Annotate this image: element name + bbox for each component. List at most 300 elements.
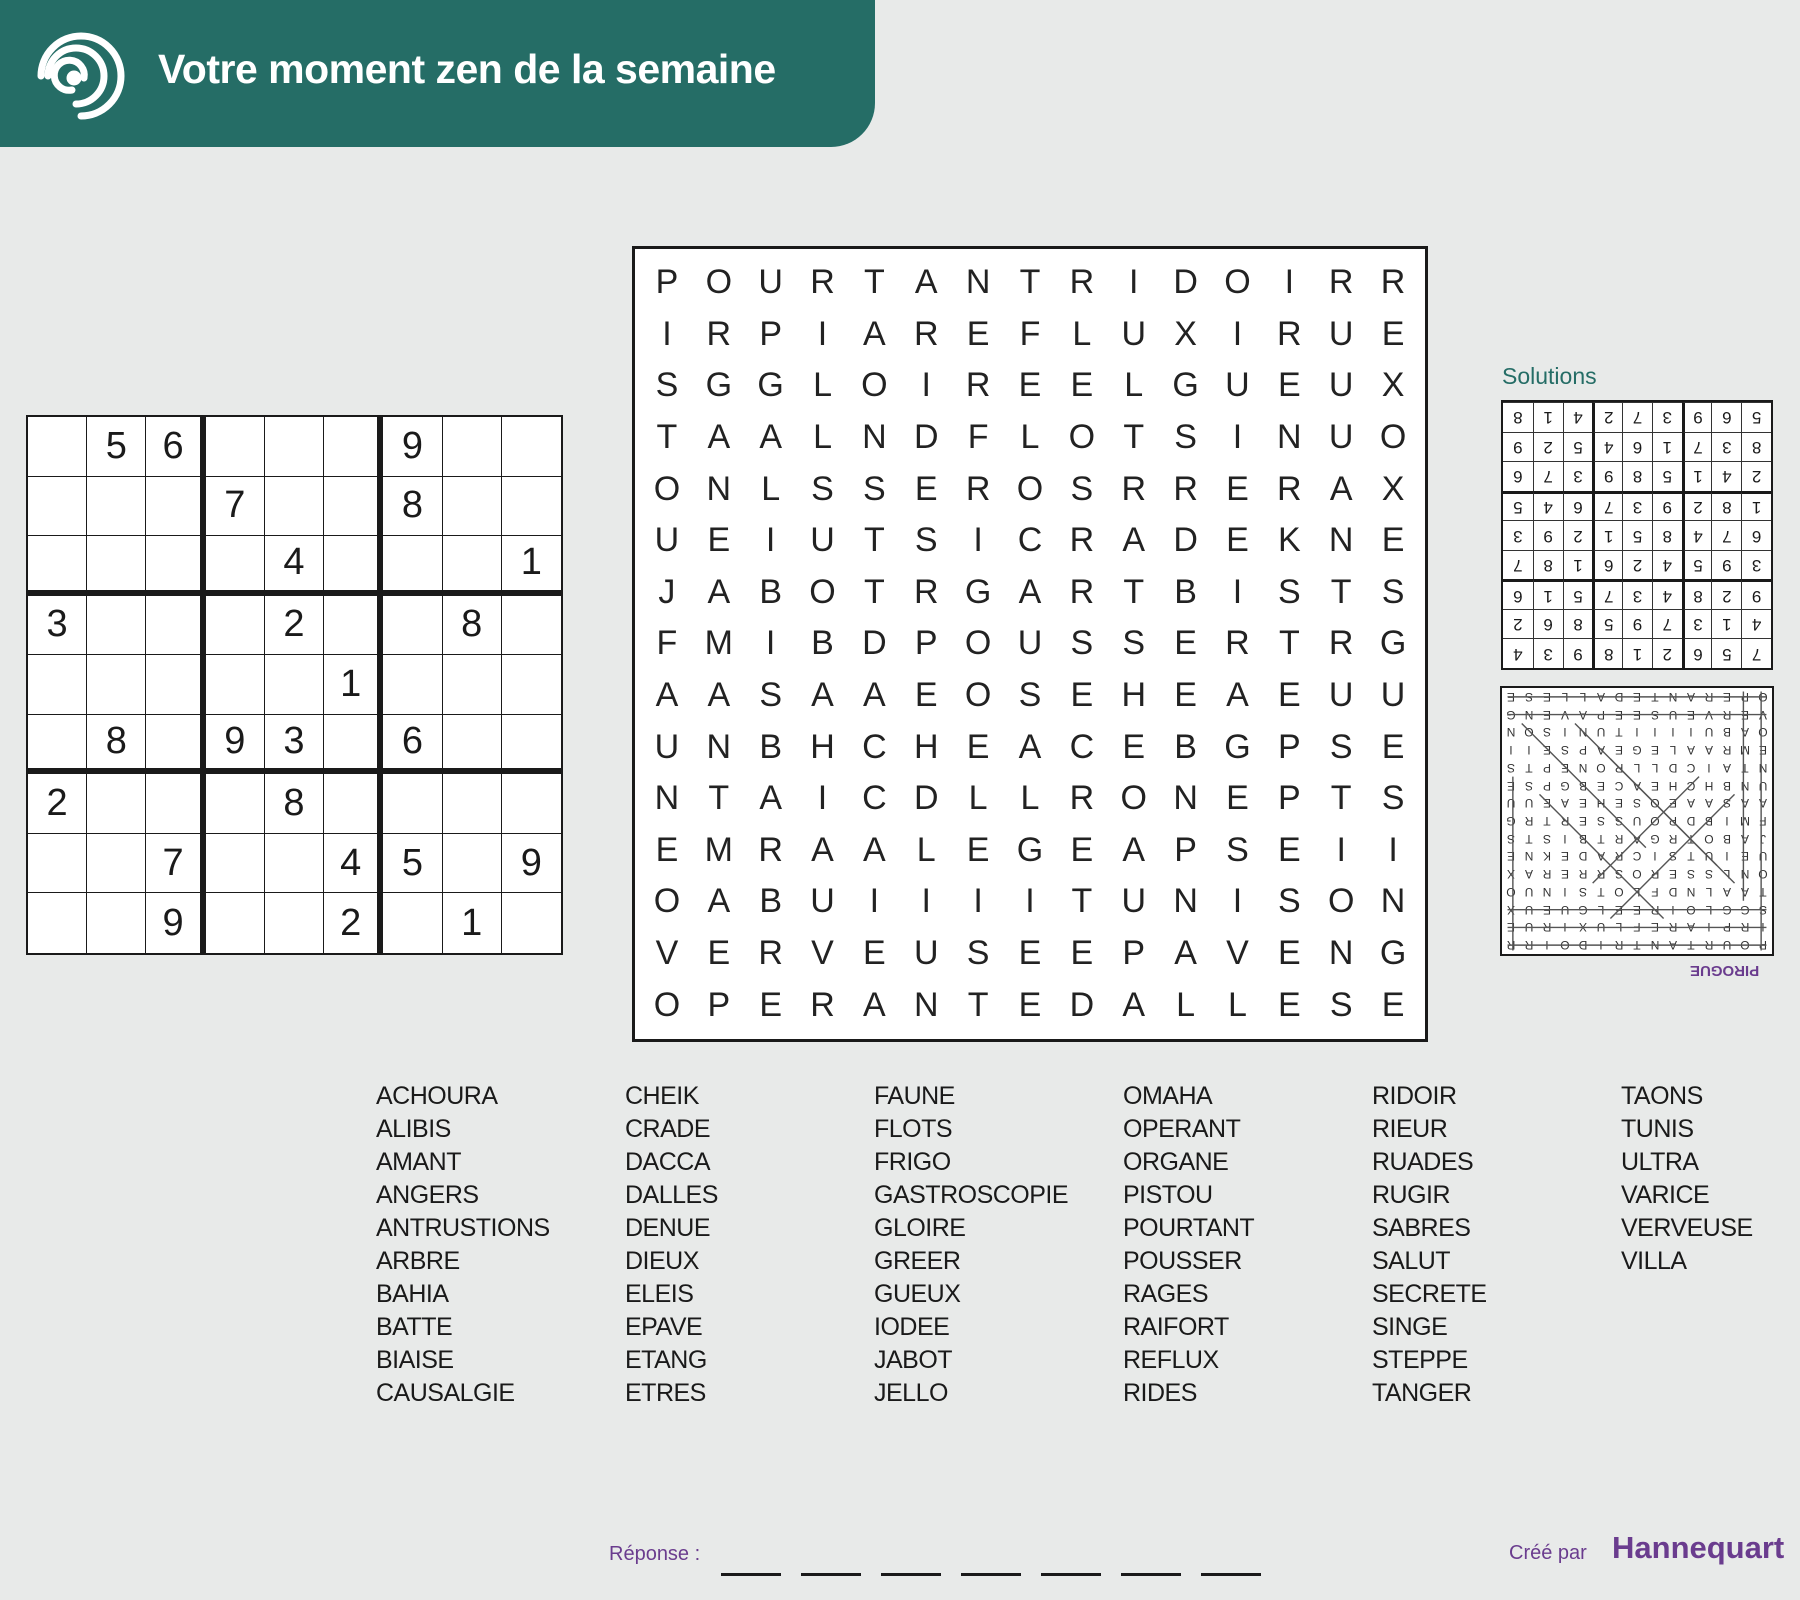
sudoku-cell[interactable] bbox=[28, 477, 87, 537]
word-search-letter[interactable]: U bbox=[1017, 624, 1043, 663]
word-search-letter[interactable]: D bbox=[1069, 985, 1095, 1024]
word-search-letter[interactable]: T bbox=[1278, 624, 1300, 663]
word-search-letter[interactable]: S bbox=[1226, 830, 1249, 869]
word-search-letter[interactable]: X bbox=[1381, 469, 1405, 508]
word-search-letter[interactable]: I bbox=[662, 314, 672, 353]
word-search-letter[interactable]: I bbox=[869, 882, 880, 921]
word-search-letter[interactable]: B bbox=[759, 572, 782, 611]
word-search-letter[interactable]: O bbox=[1016, 469, 1044, 508]
word-search-letter[interactable]: A bbox=[1018, 727, 1042, 766]
word-search-letter[interactable]: U bbox=[913, 934, 939, 973]
word-search-letter[interactable]: N bbox=[1328, 521, 1354, 560]
word-search-letter[interactable]: C bbox=[1069, 727, 1095, 766]
word-search-letter[interactable]: B bbox=[759, 882, 782, 921]
word-search-letter[interactable]: S bbox=[1277, 882, 1301, 921]
sudoku-cell[interactable] bbox=[383, 893, 442, 953]
sudoku-cell[interactable] bbox=[324, 477, 383, 537]
word-search-letter[interactable]: U bbox=[1225, 366, 1250, 405]
word-search-letter[interactable]: O bbox=[653, 985, 681, 1024]
word-search-letter[interactable]: A bbox=[707, 418, 731, 457]
word-search-letter[interactable]: N bbox=[1173, 779, 1198, 818]
sudoku-cell[interactable] bbox=[87, 774, 146, 834]
word-search-letter[interactable]: F bbox=[967, 418, 989, 457]
word-search-letter[interactable]: S bbox=[863, 469, 886, 508]
word-search-letter[interactable]: E bbox=[1381, 521, 1405, 560]
word-search-letter[interactable]: S bbox=[759, 676, 782, 715]
word-search-letter[interactable]: B bbox=[1174, 572, 1197, 611]
word-search-letter[interactable]: R bbox=[810, 263, 835, 302]
word-search-letter[interactable]: E bbox=[1226, 521, 1249, 560]
word-search-letter[interactable]: S bbox=[914, 521, 938, 560]
word-search-letter[interactable]: R bbox=[1069, 263, 1095, 302]
solution-sudoku-cell: 5 bbox=[1563, 579, 1593, 609]
word-search-letter[interactable]: T bbox=[967, 985, 989, 1024]
word-search-letter[interactable]: E bbox=[914, 469, 938, 508]
word-search-letter[interactable]: D bbox=[1173, 521, 1198, 560]
word-search-letter[interactable]: S bbox=[1018, 676, 1042, 715]
sudoku-cell[interactable] bbox=[28, 655, 87, 715]
word-search-letter[interactable]: U bbox=[758, 263, 783, 302]
word-search-letter[interactable]: L bbox=[1228, 985, 1247, 1024]
solution-sudoku-cell: 4 bbox=[1652, 550, 1682, 580]
word-search-letter[interactable]: I bbox=[1232, 572, 1243, 611]
word-search-letter[interactable]: E bbox=[1070, 830, 1094, 869]
word-search-letter[interactable]: E bbox=[759, 985, 782, 1024]
word-search-letter[interactable]: R bbox=[1121, 469, 1146, 508]
word-search-letter[interactable]: E bbox=[966, 314, 990, 353]
word-search-letter[interactable]: M bbox=[704, 624, 733, 663]
word-search-letter[interactable]: E bbox=[1381, 727, 1405, 766]
word-search-letter[interactable]: E bbox=[966, 727, 990, 766]
word-search-letter[interactable]: E bbox=[1277, 934, 1301, 973]
word-search-letter[interactable]: E bbox=[1018, 985, 1042, 1024]
word-search-letter[interactable]: I bbox=[921, 366, 931, 405]
word-search-letter[interactable]: S bbox=[1174, 418, 1197, 457]
word-search-letter[interactable]: O bbox=[1327, 882, 1355, 921]
word-search-letter[interactable]: V bbox=[811, 934, 834, 973]
word-search-letter[interactable]: V bbox=[655, 934, 679, 973]
word-search-letter[interactable]: I bbox=[1388, 830, 1398, 869]
word-search-letter[interactable]: U bbox=[654, 521, 680, 560]
word-search-letter[interactable]: R bbox=[1277, 469, 1302, 508]
sudoku-cell[interactable] bbox=[146, 596, 205, 656]
word-list-item: RAIFORT bbox=[1123, 1313, 1229, 1341]
sudoku-cell[interactable] bbox=[324, 715, 383, 775]
word-search-letter[interactable]: F bbox=[656, 624, 678, 663]
word-search-letter[interactable]: A bbox=[1122, 521, 1146, 560]
word-search-letter[interactable]: N bbox=[913, 985, 939, 1024]
word-search-letter[interactable]: T bbox=[864, 572, 885, 611]
sudoku-cell[interactable] bbox=[87, 596, 146, 656]
word-search-letter[interactable]: P bbox=[1174, 830, 1197, 869]
word-search-letter[interactable]: A bbox=[863, 676, 886, 715]
word-search-letter[interactable]: L bbox=[761, 469, 781, 508]
word-search-letter[interactable]: H bbox=[913, 727, 939, 766]
sudoku-cell[interactable] bbox=[383, 655, 442, 715]
sudoku-cell[interactable] bbox=[265, 893, 324, 953]
word-search-letter[interactable]: E bbox=[707, 934, 731, 973]
sudoku-cell[interactable] bbox=[206, 536, 265, 596]
sudoku-cell[interactable] bbox=[443, 477, 502, 537]
word-search-letter[interactable]: E bbox=[707, 521, 731, 560]
sudoku-cell[interactable] bbox=[206, 596, 265, 656]
word-search-letter[interactable]: I bbox=[817, 314, 828, 353]
sudoku-cell[interactable] bbox=[265, 655, 324, 715]
word-search-letter[interactable]: F bbox=[1019, 314, 1041, 353]
word-search-letter[interactable]: L bbox=[1072, 314, 1092, 353]
word-search-letter[interactable]: S bbox=[811, 469, 834, 508]
word-search-letter[interactable]: A bbox=[1122, 830, 1146, 869]
word-search-letter[interactable]: C bbox=[1017, 521, 1043, 560]
word-search-letter[interactable]: D bbox=[1173, 263, 1198, 302]
word-search-letter[interactable]: I bbox=[1025, 882, 1035, 921]
word-search-letter[interactable]: E bbox=[1277, 676, 1301, 715]
word-search-letter[interactable]: L bbox=[916, 830, 936, 869]
sudoku-cell[interactable] bbox=[87, 536, 146, 596]
word-search-letter[interactable]: O bbox=[964, 624, 992, 663]
sudoku-cell[interactable] bbox=[206, 774, 265, 834]
sudoku-cell[interactable] bbox=[324, 536, 383, 596]
sudoku-cell[interactable] bbox=[502, 774, 561, 834]
word-search-letter[interactable]: R bbox=[1069, 521, 1095, 560]
sudoku-cell[interactable] bbox=[443, 774, 502, 834]
word-search-letter[interactable]: O bbox=[964, 676, 992, 715]
word-search-letter[interactable]: A bbox=[707, 572, 731, 611]
sudoku-cell[interactable] bbox=[265, 477, 324, 537]
sudoku-cell[interactable] bbox=[87, 834, 146, 894]
word-search-letter[interactable]: I bbox=[1232, 882, 1243, 921]
word-search-letter[interactable]: U bbox=[1121, 882, 1146, 921]
word-search-letter[interactable]: E bbox=[1018, 366, 1042, 405]
word-search-letter[interactable]: R bbox=[913, 314, 939, 353]
word-search-letter[interactable]: I bbox=[765, 624, 776, 663]
word-search-letter[interactable]: A bbox=[1122, 985, 1146, 1024]
word-search-letter[interactable]: I bbox=[973, 521, 983, 560]
sudoku-cell[interactable] bbox=[206, 893, 265, 953]
answer-blank[interactable] bbox=[1201, 1573, 1261, 1576]
word-search-letter[interactable]: R bbox=[1380, 263, 1406, 302]
word-search-letter[interactable]: P bbox=[1277, 727, 1301, 766]
sudoku-cell[interactable] bbox=[443, 834, 502, 894]
word-search-letter[interactable]: E bbox=[1070, 366, 1094, 405]
sudoku-cell[interactable] bbox=[87, 893, 146, 953]
word-search-letter[interactable]: R bbox=[1069, 572, 1095, 611]
word-search-letter[interactable]: N bbox=[654, 779, 680, 818]
word-search-letter[interactable]: L bbox=[1124, 366, 1144, 405]
word-search-letter[interactable]: E bbox=[914, 676, 938, 715]
sudoku-cell[interactable] bbox=[28, 715, 87, 775]
word-search-letter[interactable]: T bbox=[1330, 572, 1352, 611]
solution-sudoku-cell: 4 bbox=[1503, 638, 1533, 668]
word-search-letter[interactable]: A bbox=[1018, 572, 1042, 611]
word-search-letter[interactable]: N bbox=[1277, 418, 1302, 457]
word-search-letter[interactable]: I bbox=[1284, 263, 1295, 302]
sudoku-cell[interactable] bbox=[146, 655, 205, 715]
sudoku-cell[interactable] bbox=[146, 477, 205, 537]
word-search-letter[interactable]: R bbox=[913, 572, 939, 611]
word-search-letter[interactable]: C bbox=[862, 727, 887, 766]
word-search-letter[interactable]: R bbox=[1173, 469, 1198, 508]
solution-word-search-letter: G bbox=[1632, 743, 1642, 758]
word-search-letter[interactable]: I bbox=[973, 882, 983, 921]
word-search-letter[interactable]: L bbox=[1176, 985, 1196, 1024]
sudoku-cell[interactable] bbox=[502, 417, 561, 477]
sudoku-cell[interactable] bbox=[28, 536, 87, 596]
word-search-letter[interactable]: A bbox=[811, 676, 834, 715]
word-search-letter[interactable]: T bbox=[864, 521, 885, 560]
word-search-letter[interactable]: T bbox=[656, 418, 678, 457]
word-search-letter[interactable]: U bbox=[1328, 676, 1354, 715]
word-search-letter[interactable]: M bbox=[704, 830, 733, 869]
word-search-letter[interactable]: L bbox=[813, 366, 832, 405]
word-search-letter[interactable]: R bbox=[1225, 624, 1250, 663]
word-search-letter[interactable]: S bbox=[1277, 572, 1301, 611]
word-search-letter[interactable]: J bbox=[658, 572, 676, 611]
word-search-letter[interactable]: A bbox=[707, 882, 731, 921]
word-search-letter[interactable]: B bbox=[1174, 727, 1197, 766]
word-search-letter[interactable]: E bbox=[1226, 469, 1249, 508]
sudoku-cell[interactable] bbox=[265, 417, 324, 477]
word-search-letter[interactable]: E bbox=[1226, 779, 1249, 818]
word-search-letter[interactable]: G bbox=[1016, 830, 1044, 869]
word-search-letter[interactable]: I bbox=[765, 521, 776, 560]
word-search-letter[interactable]: R bbox=[965, 366, 991, 405]
word-search-letter[interactable]: T bbox=[1123, 418, 1145, 457]
word-search-letter[interactable]: S bbox=[1381, 572, 1405, 611]
word-search-letter[interactable]: O bbox=[705, 263, 733, 302]
sudoku-cell[interactable] bbox=[383, 596, 442, 656]
word-search-letter[interactable]: B bbox=[811, 624, 834, 663]
word-search-letter[interactable]: K bbox=[1277, 521, 1301, 560]
answer-blank[interactable] bbox=[801, 1573, 861, 1576]
word-search-letter[interactable]: X bbox=[1381, 366, 1405, 405]
word-search-letter[interactable]: N bbox=[862, 418, 887, 457]
word-search-letter[interactable]: A bbox=[863, 314, 886, 353]
sudoku-cell[interactable] bbox=[502, 655, 561, 715]
word-search-letter[interactable]: E bbox=[655, 830, 679, 869]
sudoku-cell[interactable] bbox=[87, 655, 146, 715]
word-search-letter[interactable]: E bbox=[1381, 314, 1405, 353]
sudoku-cell[interactable] bbox=[146, 774, 205, 834]
word-search-letter[interactable]: A bbox=[759, 418, 782, 457]
answer-blank[interactable] bbox=[1121, 1573, 1181, 1576]
word-search-letter[interactable]: R bbox=[1069, 779, 1095, 818]
word-search-letter[interactable]: O bbox=[809, 572, 836, 611]
word-search-letter[interactable]: L bbox=[1020, 418, 1040, 457]
sudoku-cell[interactable] bbox=[206, 834, 265, 894]
word-search-letter[interactable]: P bbox=[1122, 934, 1146, 973]
word-search-letter[interactable]: H bbox=[810, 727, 835, 766]
word-search-letter[interactable]: U bbox=[1380, 676, 1406, 715]
word-search-letter[interactable]: U bbox=[810, 521, 835, 560]
word-search-letter[interactable]: R bbox=[1277, 314, 1302, 353]
word-search-letter[interactable]: N bbox=[706, 469, 732, 508]
word-search-letter[interactable]: R bbox=[965, 469, 991, 508]
sudoku-cell[interactable] bbox=[383, 536, 442, 596]
word-search-letter[interactable]: D bbox=[913, 418, 939, 457]
sudoku-cell[interactable] bbox=[502, 477, 561, 537]
word-search-letter[interactable]: N bbox=[1328, 934, 1354, 973]
word-search-letter[interactable]: S bbox=[1122, 624, 1146, 663]
sudoku-cell[interactable] bbox=[443, 417, 502, 477]
sudoku-cell[interactable] bbox=[383, 774, 442, 834]
word-search-letter[interactable]: O bbox=[1068, 418, 1096, 457]
word-search-letter[interactable]: P bbox=[1277, 779, 1301, 818]
word-search-letter[interactable]: I bbox=[921, 882, 931, 921]
word-search-letter[interactable]: P bbox=[759, 314, 782, 353]
word-search-letter[interactable]: L bbox=[1020, 779, 1040, 818]
word-search-letter[interactable]: U bbox=[1328, 418, 1354, 457]
word-search-letter[interactable]: E bbox=[1277, 830, 1301, 869]
sudoku-cell[interactable] bbox=[324, 596, 383, 656]
word-search-letter[interactable]: U bbox=[1328, 366, 1354, 405]
word-search-letter[interactable]: D bbox=[913, 779, 939, 818]
word-search-letter[interactable]: P bbox=[914, 624, 938, 663]
answer-blank[interactable] bbox=[721, 1573, 781, 1576]
word-search-letter[interactable]: R bbox=[810, 985, 835, 1024]
solution-word-search-letter: M bbox=[1740, 814, 1750, 829]
word-search-letter[interactable]: N bbox=[965, 263, 991, 302]
word-search-letter[interactable]: N bbox=[1380, 882, 1406, 921]
answer-blank[interactable] bbox=[961, 1573, 1021, 1576]
sudoku-cell[interactable] bbox=[28, 893, 87, 953]
word-search-letter[interactable]: S bbox=[1070, 469, 1094, 508]
word-search-letter[interactable]: A bbox=[707, 676, 731, 715]
sudoku-cell[interactable] bbox=[146, 715, 205, 775]
solution-sudoku-cell: 3 bbox=[1652, 402, 1682, 432]
word-search-letter[interactable]: A bbox=[811, 830, 834, 869]
word-search-letter[interactable]: G bbox=[1224, 727, 1251, 766]
word-search-letter[interactable]: A bbox=[863, 985, 886, 1024]
word-search-letter[interactable]: I bbox=[1129, 263, 1139, 302]
word-search-letter[interactable]: X bbox=[1174, 314, 1197, 353]
word-search-letter[interactable]: S bbox=[1070, 624, 1094, 663]
answer-blank[interactable] bbox=[881, 1573, 941, 1576]
solution-sudoku-cell: 7 bbox=[1592, 491, 1622, 521]
sudoku-cell[interactable] bbox=[443, 655, 502, 715]
word-search-letter[interactable]: R bbox=[758, 830, 783, 869]
word-search-letter[interactable]: P bbox=[655, 263, 679, 302]
word-search-letter[interactable]: I bbox=[817, 779, 828, 818]
sudoku-cell[interactable] bbox=[146, 536, 205, 596]
word-search-letter[interactable]: G bbox=[1379, 624, 1407, 663]
word-search-letter[interactable]: E bbox=[1122, 727, 1146, 766]
word-search-letter[interactable]: N bbox=[706, 727, 732, 766]
word-search-letter[interactable]: E bbox=[1070, 934, 1094, 973]
word-search-letter[interactable]: D bbox=[862, 624, 887, 663]
word-search-letter[interactable]: T bbox=[1019, 263, 1041, 302]
word-search-letter[interactable]: S bbox=[1329, 985, 1353, 1024]
word-search-letter[interactable]: G bbox=[1379, 934, 1407, 973]
word-search-letter[interactable]: I bbox=[1232, 418, 1243, 457]
word-search-letter[interactable]: A bbox=[914, 263, 938, 302]
word-search-letter[interactable]: U bbox=[1328, 314, 1354, 353]
answer-blank[interactable] bbox=[1041, 1573, 1101, 1576]
word-search-letter[interactable]: H bbox=[1121, 676, 1146, 715]
sudoku-cell[interactable] bbox=[502, 596, 561, 656]
word-search-letter[interactable]: L bbox=[968, 779, 988, 818]
word-search-letter[interactable]: S bbox=[1329, 727, 1353, 766]
word-search-letter[interactable]: E bbox=[1174, 676, 1197, 715]
word-search-letter[interactable]: N bbox=[1173, 882, 1198, 921]
sudoku-cell[interactable] bbox=[206, 417, 265, 477]
word-search-letter[interactable]: A bbox=[863, 830, 886, 869]
word-search-letter[interactable]: U bbox=[654, 727, 680, 766]
word-search-letter[interactable]: O bbox=[653, 469, 681, 508]
word-search-letter[interactable]: O bbox=[1120, 779, 1147, 818]
sudoku-cell[interactable] bbox=[28, 417, 87, 477]
sudoku-cell[interactable] bbox=[443, 536, 502, 596]
word-search-letter[interactable]: E bbox=[1381, 985, 1405, 1024]
solution-word-search-letter: H bbox=[1668, 778, 1678, 793]
sudoku-cell[interactable] bbox=[324, 417, 383, 477]
word-search-letter[interactable]: O bbox=[653, 882, 681, 921]
word-search-letter[interactable]: E bbox=[1174, 624, 1197, 663]
word-search-letter[interactable]: R bbox=[758, 934, 783, 973]
word-search-letter[interactable]: S bbox=[1381, 779, 1405, 818]
word-search-letter[interactable]: A bbox=[1174, 934, 1197, 973]
word-search-letter[interactable]: S bbox=[966, 934, 990, 973]
sudoku-cell[interactable] bbox=[443, 715, 502, 775]
word-search-letter[interactable]: R bbox=[706, 314, 732, 353]
word-search-letter[interactable]: E bbox=[1070, 676, 1094, 715]
word-search-letter[interactable]: G bbox=[964, 572, 992, 611]
word-search-letter[interactable]: T bbox=[708, 779, 730, 818]
word-search-letter[interactable]: U bbox=[1121, 314, 1146, 353]
word-search-letter[interactable]: T bbox=[864, 263, 885, 302]
word-search-letter[interactable]: G bbox=[705, 366, 733, 405]
sudoku-cell[interactable] bbox=[265, 834, 324, 894]
word-search-letter[interactable]: R bbox=[1328, 263, 1354, 302]
sudoku-cell[interactable] bbox=[502, 715, 561, 775]
solution-word-search-letter: P bbox=[1723, 920, 1732, 935]
word-search-letter[interactable]: A bbox=[1226, 676, 1249, 715]
word-search-letter[interactable]: A bbox=[1329, 469, 1353, 508]
word-search-letter[interactable]: E bbox=[863, 934, 886, 973]
word-search-letter[interactable]: L bbox=[813, 418, 832, 457]
word-search-letter[interactable]: A bbox=[655, 676, 679, 715]
word-search-letter[interactable]: G bbox=[1172, 366, 1199, 405]
word-search-letter[interactable]: T bbox=[1330, 779, 1352, 818]
word-search-letter[interactable]: E bbox=[1277, 366, 1301, 405]
word-search-letter[interactable]: E bbox=[1277, 985, 1301, 1024]
word-search-letter[interactable]: U bbox=[810, 882, 835, 921]
word-search-letter[interactable]: V bbox=[1226, 934, 1249, 973]
word-search-letter[interactable]: P bbox=[707, 985, 731, 1024]
sudoku-cell[interactable] bbox=[206, 655, 265, 715]
word-search-letter[interactable]: T bbox=[1123, 572, 1145, 611]
word-search-letter[interactable]: S bbox=[655, 366, 679, 405]
sudoku-cell[interactable] bbox=[324, 774, 383, 834]
word-search-letter[interactable]: R bbox=[1328, 624, 1354, 663]
word-search-letter[interactable]: C bbox=[862, 779, 887, 818]
word-search-letter[interactable]: T bbox=[1071, 882, 1093, 921]
word-search-letter[interactable]: I bbox=[1336, 830, 1346, 869]
sudoku-cell[interactable] bbox=[87, 477, 146, 537]
word-search-letter[interactable]: E bbox=[1018, 934, 1042, 973]
word-search-letter[interactable]: O bbox=[1224, 263, 1251, 302]
word-search-letter[interactable]: A bbox=[759, 779, 782, 818]
word-search-letter[interactable]: B bbox=[759, 727, 782, 766]
sudoku-cell[interactable] bbox=[502, 893, 561, 953]
word-search-letter[interactable]: E bbox=[966, 830, 990, 869]
sudoku-cell[interactable] bbox=[28, 834, 87, 894]
word-search-letter[interactable]: O bbox=[861, 366, 888, 405]
word-search-letter[interactable]: G bbox=[757, 366, 784, 405]
word-search-letter[interactable]: O bbox=[1379, 418, 1407, 457]
word-search-letter[interactable]: I bbox=[1232, 314, 1243, 353]
solution-word-search-letter: E bbox=[1507, 849, 1516, 864]
